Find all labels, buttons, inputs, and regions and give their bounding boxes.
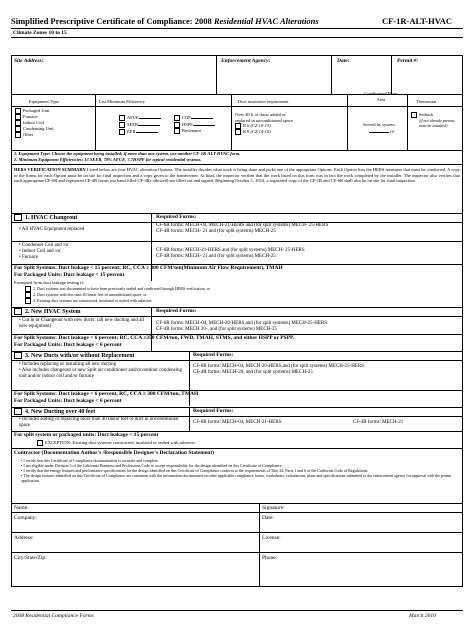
option-1-required-forms: Required Forms: (156, 214, 197, 220)
date-field[interactable]: Date: (262, 515, 274, 521)
hers-summary: HERS VERIFICATION SUMMARY Listed below are four HVAC alteration Options. The installer decides what work is being done and picks one of the appropriate Options. Each Option lists the HERS measures that must be conducted. A copy of the forms for each Option must be on site for final inspection and a copy given to the homeowner. At final, the inspector verifies that the work listed on this form was in fact the work completed by the installer. The inspector also verifies that each appropriate CF-6R and registered CF-4R forms (no hand filled CF-4Rs allowed) are filled out and signed. Beginning October 1, 2010, a registered copy of the CF-1R and CF-6R shall also be on site for final inspection. (14, 167, 460, 183)
equip-condensing-unit[interactable]: Condensing Unit (15, 126, 54, 132)
option-1-bullet-1: • All HVAC Equipment replaced (19, 227, 85, 232)
form-title: Simplified Prescriptive Certificate of Compliance: 2008 Residential HVAC Alterations (11, 16, 319, 26)
option-2-packaged: For Packaged Units: Duct leakage < 6 percent (14, 342, 122, 348)
option-3-title[interactable]: 3. New Ducts with/or without Replacement (14, 352, 135, 359)
option-4-exception[interactable]: EXCEPTION: Existing duct systems constructed, insulated or sealed with asbestos. (37, 440, 196, 446)
company-field[interactable]: Company: (14, 515, 37, 521)
contractor-bullet-1: • I certify that this Certificate of Compliance documentation is accurate and complete. (21, 458, 159, 463)
form-id: CF-1R-ALT-HVAC (382, 16, 453, 26)
option-4-split: For split system or packaged units: Duct leakage < 15 percent (14, 432, 159, 438)
enforcement-agency-label: Enforcement Agency: (221, 58, 271, 64)
option-1-forms-2b: CF-4R forms: MECH- 21 and (for split systems) MECH-25 (156, 254, 276, 259)
contractor-title: Contractor (Documentation Author's /Responsible Designer's Declaration Statement) (14, 450, 215, 456)
thermostat-header: Thermostat (416, 99, 437, 104)
cop-field[interactable]: COP (174, 114, 215, 121)
city-state-zip-field[interactable]: City/State/Zip: (14, 555, 47, 561)
option-3-packaged: For Packaged Units: Duct leakage < 6 percent (14, 398, 122, 404)
option-3-split: For Split Systems: Duct leakage < 6 percent, RC, CCA ≥ 300 CFM/ton, TMAH (14, 391, 199, 397)
option-2-forms-a: CF-6R forms: MECH-04, MECH-20-HERS,and (for split systems) MECH-25-HERS (156, 321, 327, 326)
efficiency-col-2 (174, 114, 215, 134)
option-1-forms-2 (156, 248, 456, 260)
duct-insulation-header: Duct insulation requirement (238, 99, 289, 104)
option-1-forms-1a: CF-6R forms: MECH-04, MECH-21-HERS and (for split systems) MECH- 25-HERS (156, 223, 329, 228)
duct-line-1: Over 40 ft of ducts added or (235, 112, 286, 117)
site-address-label: Site Address: (14, 58, 44, 64)
option-2-title[interactable]: 2. New HVAC System (14, 308, 81, 315)
option-1-bullet-2: • Condenser Coil and /or • Indoor Coil and /or • Furnace (19, 243, 69, 260)
exemption-1[interactable]: 1. Duct systems was documented to have been previously sealed and confirmed through HERS verification, or (25, 286, 445, 292)
resistance-field[interactable]: Resistance (174, 128, 215, 134)
option-4-forms-a: CF-6R forms: MECH-04, MECH-21-HERS (193, 420, 282, 425)
footer-left: 2008 Residential Compliance Forms (13, 613, 94, 619)
r8-option[interactable]: R 8 (CZ 14-15) (235, 129, 345, 135)
contractor-bullet-3: • I certify that the energy features and performance specifications for the design identified on this Certificate of Compliance conform to the requirements of Title 24, Parts 1 and 6 of the California Code of Regulations. (21, 468, 369, 473)
equip-packaged-unit[interactable]: Packaged Unit (15, 108, 54, 114)
served-label: Served by system (363, 122, 395, 127)
equip-other[interactable]: Other (15, 132, 54, 138)
option-4-title[interactable]: 4. New Ducting over 40 feet (14, 408, 95, 415)
option-1-forms-2a: CF-6R forms: MECH-21-HERS and (for split systems) MECH- 25-HERS (156, 248, 305, 253)
served-by-system (363, 122, 395, 134)
option-2-split: For Split Systems: Duct leakage < 6 percent; RC, CCA ≥350 CFM/ton, FWD, TMAH, STMS, and either HSPP or PSPP. (14, 335, 295, 341)
option-3-required-forms: Required Forms: (193, 352, 234, 358)
date-label: Date: (337, 58, 350, 64)
option-2-forms (156, 321, 461, 333)
option-1-title[interactable]: 1. HVAC Changeout (14, 214, 77, 221)
footer-right: March 2010 (409, 613, 436, 619)
setback-option[interactable]: Setback (411, 112, 461, 118)
duct-requirement (235, 112, 345, 135)
exemption-3[interactable]: 3. Existing duct systems are constructed, insulated or sealed with asbestos (25, 298, 445, 304)
name-field[interactable]: Name: (14, 505, 29, 511)
hspf-field[interactable]: HSPF (174, 121, 215, 128)
option-3-forms (193, 364, 461, 376)
thermostat-setback (411, 112, 461, 128)
option-3-bullets: • Includes replacing or installing all new ducting • Also includes changeout or new Split air conditioner and/or outdoor condensing unit and/or indoor coil and/or furnace (19, 362, 182, 379)
eer-field[interactable]: EER (119, 128, 161, 135)
equipment-type-header: Equipment Type (29, 99, 59, 104)
option-2-bullet: • Cut in or Changeout with new ducts; (all new ducting and all new equipment) (19, 318, 145, 329)
license-field[interactable]: License: (262, 535, 281, 541)
equipment-type-options (15, 108, 54, 138)
option-1-forms-1 (156, 223, 456, 235)
seer-field[interactable]: SEER (119, 121, 161, 128)
setback-note: (if not already present, must be installed) (419, 118, 456, 128)
afue-field[interactable]: AFUE (119, 114, 161, 121)
list-min-efficiency-header: List Minimum Efficiency (99, 99, 145, 104)
option-3-forms-b: CF-4R forms: MECH-20, and (for split systems) MECH-25 (193, 370, 313, 375)
exemption-2[interactable]: 2. Duct systems with less than 40 linear feet in unconditioned space, or (25, 292, 445, 298)
option-4-required-forms: Required Forms: (193, 408, 234, 414)
r6-option[interactable]: R 6 (CZ 10-13) (235, 123, 345, 129)
served-field[interactable]: ft² (369, 128, 395, 135)
footnote-2: 2. Minimum Equipment Efficiencies: 13 SEER, 78% AFUE, 7.7HSPF for typical residential systems. (14, 157, 202, 162)
permit-label: Permit #: (397, 58, 419, 64)
option-1-split: For Split Systems: Duct leakage < 15 percent; RC, CCA ≥ 300 CFM/ton(Minimum Air Flow Requirement), TMAH (14, 265, 283, 271)
contractor-bullet-4: • The design features identified on this Certificate of Compliance are consistent with the information documented on other applicable compliance forms, worksheets, calculations, plans and specifications submitted to the enforcement agency for approval with the permit application. (21, 473, 452, 483)
option-1-forms-1b: CF-4R forms: MECH- 21 and (for split systems) MECH-25 (156, 229, 276, 234)
option-3-forms-a: CF-6R forms: MECH-04, MECH-20-HERS,and (for split systems) MECH-25-HERS (193, 364, 364, 369)
option-1-exempt: Exempted from duct leakage testing if: (14, 280, 85, 285)
contractor-bullet-2: • I am eligible under Division 3 of the California Business and Professions Code to accept responsibility for the design identified on this Certificate of Compliance. (21, 463, 283, 468)
signature-field[interactable]: Signature: (262, 505, 285, 511)
phone-field[interactable]: Phone: (262, 555, 278, 561)
contractor-bullets (21, 458, 459, 483)
efficiency-col-1 (119, 114, 161, 135)
conditioned-floor-area-header: Conditioned Floor Area (364, 91, 398, 102)
option-1-exemptions (25, 286, 445, 304)
option-4-forms-b: CF-4R forms: MECH-21 (353, 420, 404, 425)
option-2-required-forms: Required Forms: (156, 308, 197, 314)
climate-zones: Climate Zones 10 to 15 (13, 30, 67, 36)
option-4-bullet: • Includes adding or replacing more than 40 linear feet of duct in unconditioned space (19, 417, 179, 428)
duct-line-2: replaced in unconditioned space (235, 117, 293, 123)
option-2-forms-b: CF-4R forms: MECH 20-, and (for split systems) MECH-25 (156, 327, 277, 332)
address-field[interactable]: Address: (14, 535, 34, 541)
equip-furnace[interactable]: Furnace (15, 114, 54, 120)
footnote-1: 1. Equipment Type: Choose the equipment being installed; if more than one system, use another CF-1R-ALT-HVAC form. (14, 151, 241, 156)
equip-indoor-coil[interactable]: Indoor Coil (15, 120, 54, 126)
option-1-packaged: For Packaged Units: Duct leakage < 15 percent (14, 272, 125, 278)
